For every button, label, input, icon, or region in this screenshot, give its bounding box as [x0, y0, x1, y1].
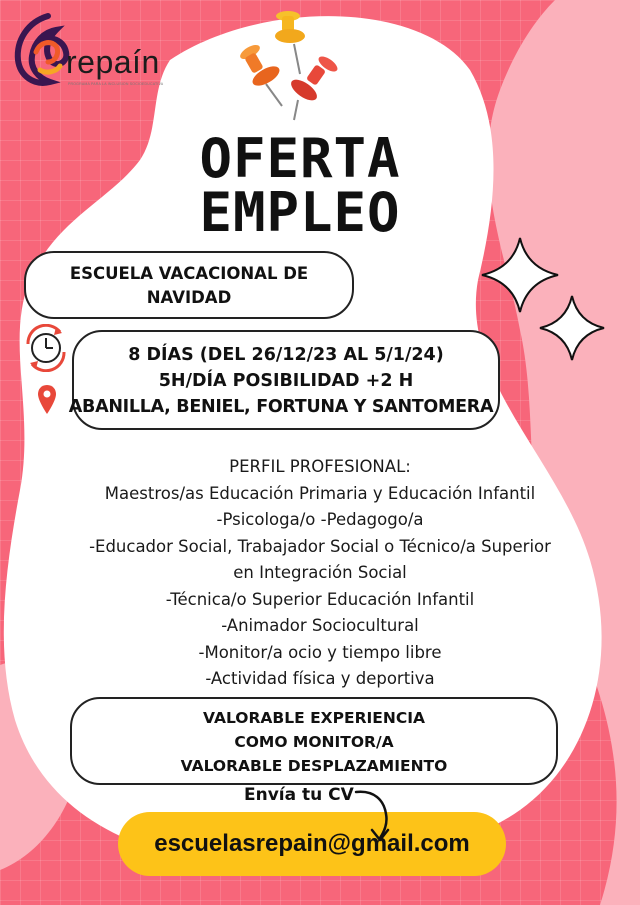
school-line2: NAVIDAD [146, 288, 232, 307]
profile-section [40, 454, 600, 693]
school-pill [24, 251, 354, 319]
dates-text: 8 DÍAS (DEL 26/12/23 AL 5/1/24) [128, 345, 444, 365]
requirement-line: COMO MONITOR/A [234, 733, 394, 751]
pushpin-icon [238, 42, 283, 106]
hours-text: 5H/DÍA POSIBILIDAD +2 H [158, 371, 414, 391]
profile-item: en Integración Social [233, 563, 407, 582]
location-pin-icon [37, 384, 57, 416]
profile-item: -Actividad física y deportiva [205, 669, 435, 688]
page-title-line2: EMPLEO [199, 181, 401, 244]
pushpins [236, 4, 346, 124]
send-cv-label: Envía tu CV [244, 785, 354, 805]
arrow-icon [350, 786, 410, 846]
profile-item: Maestros/as Educación Primaria y Educación Infantil [104, 483, 536, 503]
clock-icon [20, 324, 72, 372]
locations-text: ABANILLA, BENIEL, FORTUNA Y SANTOMERA [68, 397, 494, 417]
pushpin-icon [275, 11, 305, 74]
pushpin-icon [288, 54, 340, 120]
logo-swirl-icon [10, 12, 72, 92]
school-line1: ESCUELA VACACIONAL DE [69, 264, 309, 283]
profile-heading: PERFIL PROFESIONAL: [229, 457, 411, 476]
requirement-line: VALORABLE DESPLAZAMIENTO [180, 757, 448, 775]
logo-tagline: PROGRAMA PARA LA INCLUSION SOCIOEDUCATIVA [68, 82, 164, 86]
page-title-line1: OFERTA [199, 127, 401, 190]
profile-item: -Educador Social, Trabajador Social o Técnico/a Superior [89, 536, 551, 556]
requirement-line: VALORABLE EXPERIENCIA [203, 709, 425, 727]
requirements-pill [70, 697, 558, 785]
profile-item: -Psicologa/o -Pedagogo/a [216, 510, 424, 529]
profile-item: -Animador Sociocultural [221, 616, 419, 635]
profile-item: -Monitor/a ocio y tiempo libre [198, 642, 442, 662]
email-link[interactable]: escuelasrepain@gmail.com [118, 812, 506, 876]
logo-brand: repaín [66, 44, 160, 80]
profile-item: -Técnica/o Superior Educación Infantil [165, 589, 475, 609]
details-pill [68, 330, 500, 430]
